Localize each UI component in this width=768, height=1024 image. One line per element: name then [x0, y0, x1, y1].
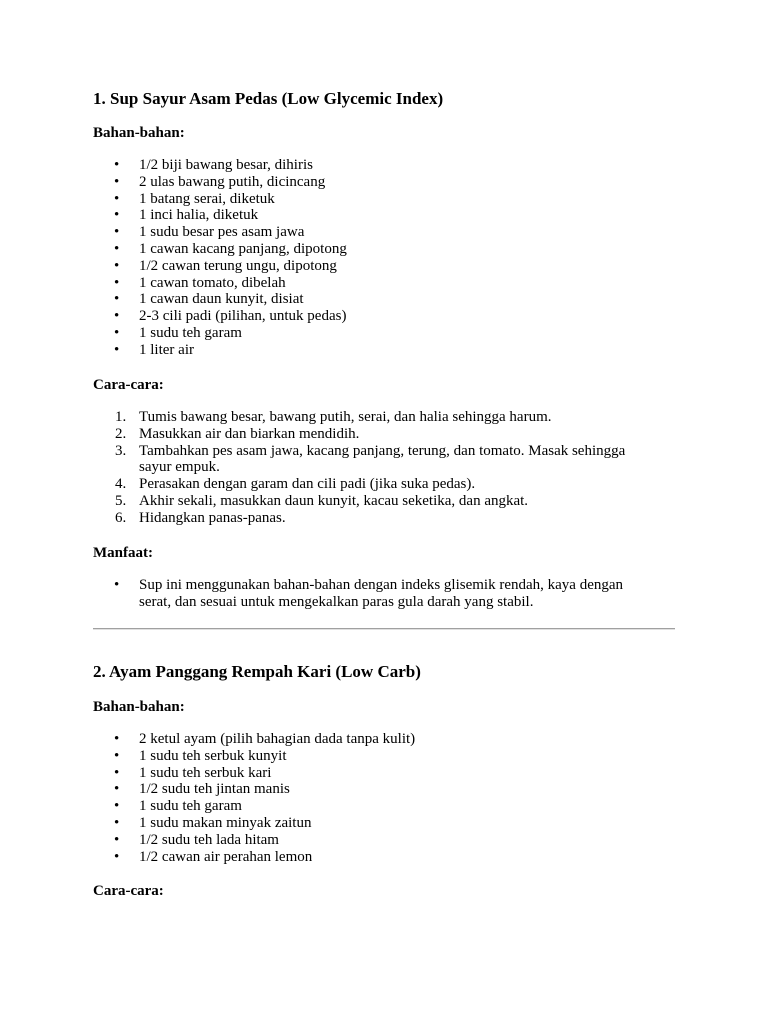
list-item: • 1/2 cawan terung ungu, dipotong — [93, 258, 653, 275]
list-item: • 1 sudu teh garam — [93, 798, 653, 815]
list-item: • 1 cawan daun kunyit, disiat — [93, 291, 653, 308]
list-item: • 2 ketul ayam (pilih bahagian dada tanpa kulit) — [93, 731, 653, 748]
list-item: • 1 cawan kacang panjang, dipotong — [93, 241, 653, 258]
step-number: 3. — [115, 442, 127, 459]
list-item: • 1 cawan tomato, dibelah — [93, 275, 653, 292]
step-number: 2. — [115, 425, 127, 442]
horizontal-divider — [93, 628, 675, 630]
list-item: • 1/2 sudu teh lada hitam — [93, 832, 653, 849]
step-number: 6. — [115, 509, 127, 526]
recipe-1-title: 1. Sup Sayur Asam Pedas (Low Glycemic Index) — [93, 89, 444, 108]
list-item: • 1 sudu besar pes asam jawa — [93, 224, 653, 241]
recipe-2-ingredient-list — [93, 731, 653, 865]
step-text: Masukkan air dan biarkan mendidih. — [139, 425, 360, 442]
list-item: • 1 sudu teh garam — [93, 325, 653, 342]
list-item: • 1 inci halia, diketuk — [93, 207, 653, 224]
list-item: • 1/2 cawan air perahan lemon — [93, 849, 653, 866]
list-item: • 1 sudu teh serbuk kunyit — [93, 748, 653, 765]
list-item — [93, 409, 653, 426]
recipe-2-title: 2. Ayam Panggang Rempah Kari (Low Carb) — [93, 662, 421, 681]
step-text: Tumis bawang besar, bawang putih, serai, dan halia sehingga harum. — [139, 409, 552, 425]
list-item: • 1 sudu makan minyak zaitun — [93, 815, 653, 832]
list-item: • 2 ulas bawang putih, dicincang — [93, 174, 653, 191]
recipe-1-step-list — [93, 409, 653, 527]
recipe-2-ingredients-label: Bahan-bahan: — [93, 699, 185, 715]
recipe-1-ingredient-list — [93, 157, 653, 359]
list-item: • 1 liter air — [93, 342, 653, 359]
list-item — [93, 476, 653, 493]
list-item: • 1/2 biji bawang besar, dihiris — [93, 157, 653, 174]
step-text: Tambahkan pes asam jawa, kacang panjang, terung, dan tomato. Masak sehingga sayur empuk. — [139, 442, 626, 476]
recipe-2-steps-label: Cara-cara: — [93, 883, 164, 899]
list-item — [93, 493, 653, 510]
step-text: Perasakan dengan garam dan cili padi (jika suka pedas). — [139, 476, 476, 493]
recipe-1-ingredients-label: Bahan-bahan: — [93, 125, 185, 141]
list-item: • 1/2 sudu teh jintan manis — [93, 781, 653, 798]
recipe-1-benefits-label: Manfaat: — [93, 545, 153, 561]
list-item: • 2-3 cili padi (pilihan, untuk pedas) — [93, 308, 653, 325]
step-number: 4. — [115, 476, 127, 493]
step-text: Akhir sekali, masukkan daun kunyit, kacau seketika, dan angkat. — [139, 492, 529, 509]
recipe-1-benefits-list — [93, 577, 653, 611]
list-item: • 1 batang serai, diketuk — [93, 191, 653, 208]
list-item — [93, 510, 653, 527]
recipe-1-steps-label: Cara-cara: — [93, 377, 164, 393]
step-number: 1. — [115, 409, 127, 425]
list-item: • 1 sudu teh serbuk kari — [93, 765, 653, 782]
step-number: 5. — [115, 492, 127, 509]
list-item — [93, 443, 653, 477]
list-item — [93, 426, 653, 443]
step-text: Hidangkan panas-panas. — [139, 509, 286, 526]
list-item: • Sup ini menggunakan bahan-bahan dengan indeks glisemik rendah, kaya dengan serat, dan sesuai untuk mengekalkan paras gula darah yang stabil. — [93, 577, 653, 611]
